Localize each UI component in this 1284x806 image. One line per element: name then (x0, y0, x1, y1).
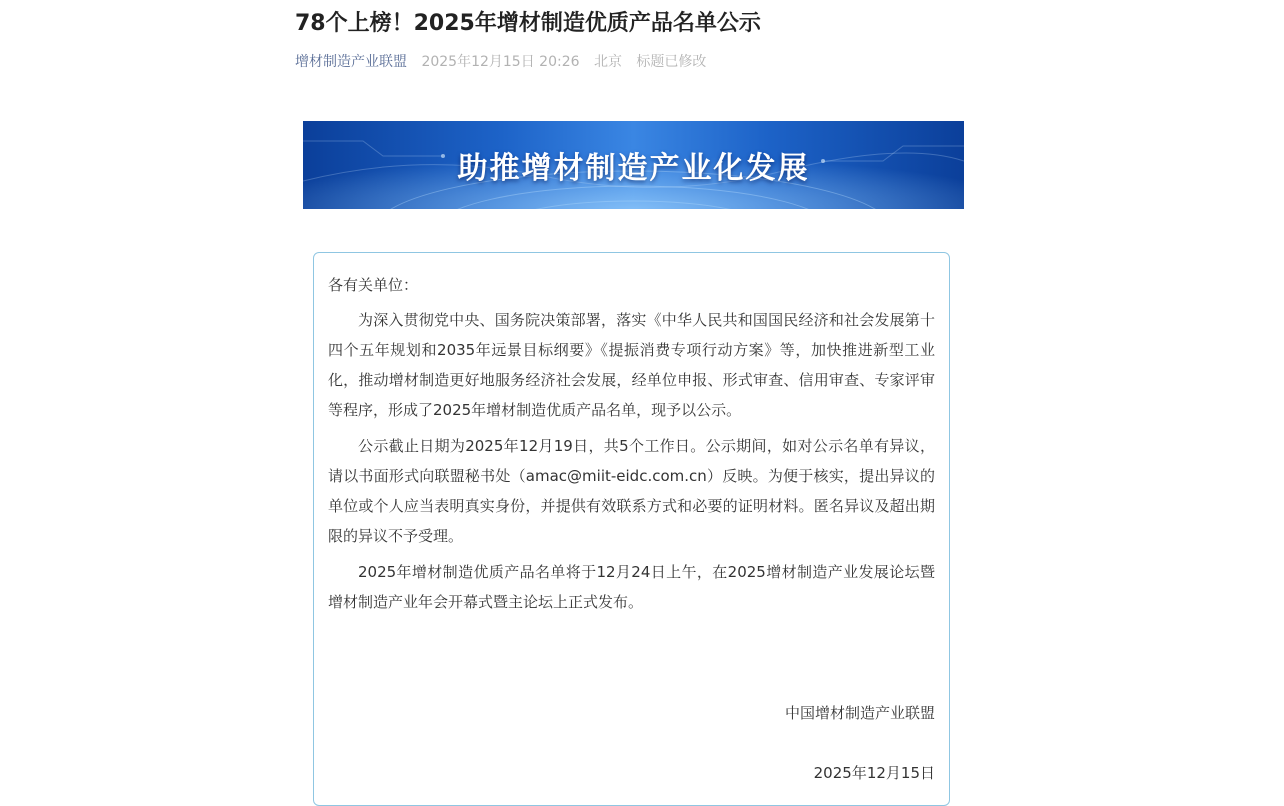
article-title: 78个上榜！2025年增材制造优质产品名单公示 (295, 11, 761, 36)
banner-image (303, 121, 964, 209)
notice-paragraph-2: 公示截止日期为2025年12月19日，共5个工作日。公示期间，如对公示名单有异议，请以书面形式向联盟秘书处（amac@miit-eidc.com.cn）反映。为便于核实，提出异议的单位或个人应当表明真实身份，并提供有效联系方式和必要的证明材料。匿名异议及超出期限的异议不予受理。 (328, 437, 935, 545)
article-meta (295, 52, 706, 72)
notice-signature: 中国增材制造产业联盟 (784, 704, 935, 722)
author-link[interactable]: 增材制造产业联盟 (295, 54, 407, 70)
publish-location: 北京 (593, 54, 622, 70)
publish-datetime: 2025年12月15日 20:26 (421, 54, 580, 70)
notice-paragraph-1: 为深入贯彻党中央、国务院决策部署，落实《中华人民共和国国民经济和社会发展第十四个五年规划和2035年远景目标纲要》《提振消费专项行动方案》等，加快推进新型工业化，推动增材制造更好地服务经济社会发展，经单位申报、形式审查、信用审查、专家评审等程序，形成了2025年增材制造优质产品名单，现予以公示。 (328, 311, 935, 419)
notice-date: 2025年12月15日 (813, 764, 935, 782)
banner-title: 助推增材制造产业化发展 (457, 151, 810, 186)
notice-box (313, 252, 950, 806)
notice-salutation: 各有关单位： (328, 276, 419, 294)
title-edited-note: 标题已修改 (636, 54, 707, 70)
notice-paragraph-3: 2025年增材制造优质产品名单将于12月24日上午，在2025增材制造产业发展论坛暨增材制造产业年会开幕式暨主论坛上正式发布。 (328, 563, 935, 611)
